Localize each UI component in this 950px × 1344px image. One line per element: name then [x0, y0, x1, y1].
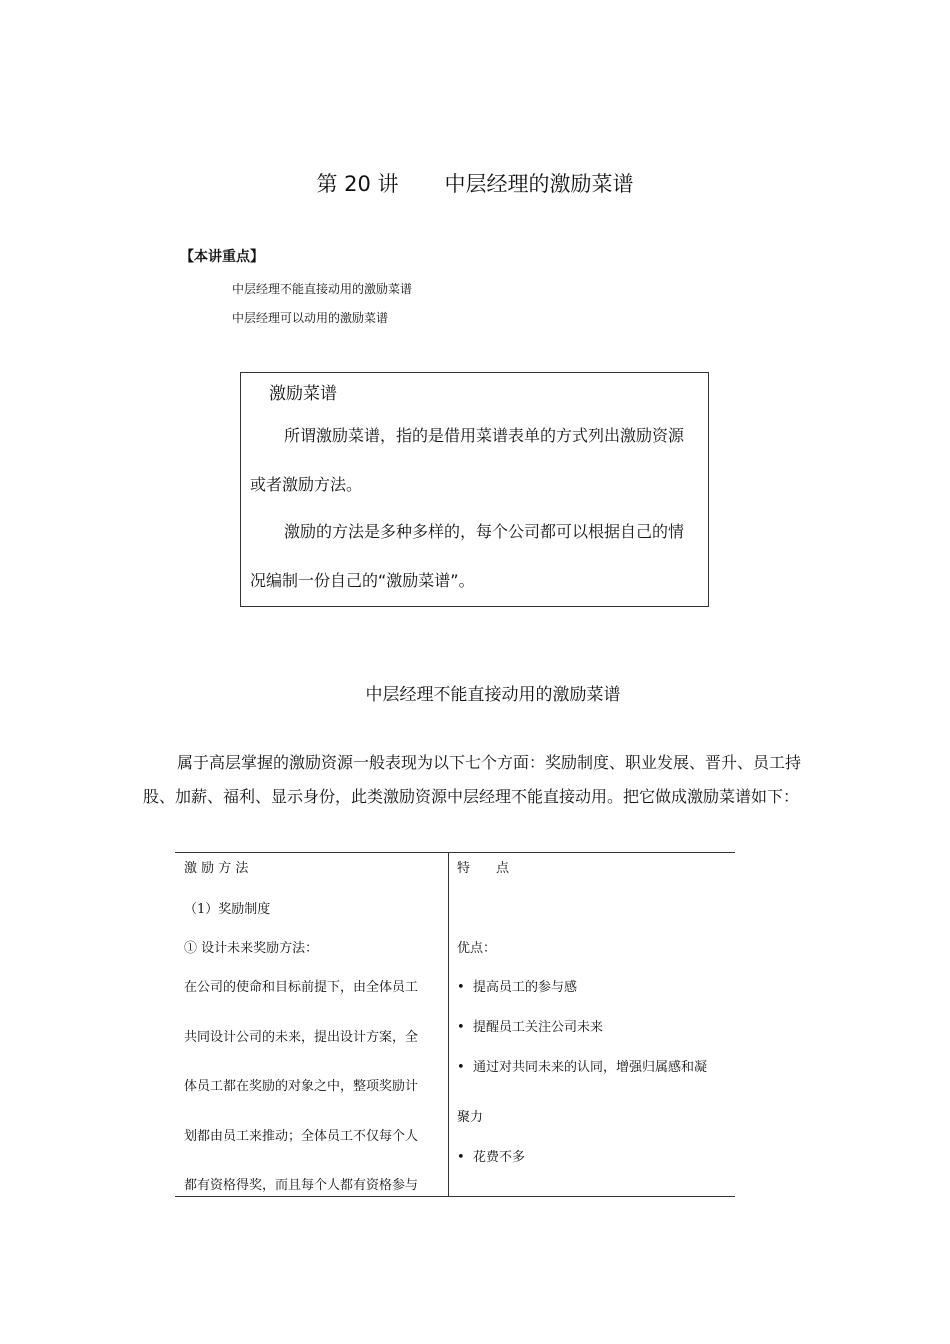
bullet-icon: • — [457, 1020, 465, 1035]
table-cell-left: ① 设计未来奖励方法： — [184, 941, 319, 956]
table-top-rule — [175, 852, 735, 853]
key-point-item: 中层经理不能直接动用的激励菜谱 — [232, 282, 413, 296]
advantage-continuation: 聚力 — [457, 1110, 484, 1125]
table-cell-left: 都有资格得奖，而且每个人都有资格参与 — [184, 1178, 419, 1193]
advantage-item — [457, 976, 577, 995]
definition-line: 或者激励方法。 — [250, 475, 363, 494]
definition-box-title: 激励菜谱 — [269, 384, 337, 404]
definition-box — [240, 372, 709, 607]
table-bottom-rule — [175, 1196, 735, 1197]
lecture-title: 中层经理的激励菜谱 — [444, 172, 634, 196]
bullet-icon: • — [457, 1060, 465, 1075]
table-cell-left: 在公司的使命和目标前提下，由全体员工 — [184, 980, 419, 995]
key-points-heading: 【本讲重点】 — [180, 249, 264, 265]
table-cell-left: （1）奖励制度 — [184, 902, 271, 917]
advantage-text: 提醒员工关注公司未来 — [473, 1020, 604, 1035]
advantage-text: 通过对共同未来的认同，增强归属感和凝 — [473, 1060, 708, 1075]
paragraph-line: 股、加薪、福利、显示身份，此类激励资源中层经理不能直接动用。把它做成激励菜谱如下： — [143, 787, 800, 806]
table-header-features: 特 点 — [457, 861, 510, 876]
advantage-item — [457, 1056, 707, 1075]
paragraph-line: 属于高层掌握的激励资源一般表现为以下七个方面：奖励制度、职业发展、晋升、员工持 — [177, 753, 802, 772]
key-point-item: 中层经理可以动用的激励菜谱 — [232, 311, 389, 325]
definition-line: 激励的方法是多种多样的，每个公司都可以根据自己的情 — [284, 522, 685, 541]
table-cell-left: 共同设计公司的未来，提出设计方案，全 — [184, 1030, 419, 1045]
advantage-item — [457, 1016, 603, 1035]
section-title: 中层经理不能直接动用的激励菜谱 — [365, 685, 621, 705]
advantage-text: 花费不多 — [473, 1150, 526, 1165]
table-cell-left: 体员工都在奖励的对象之中，整项奖励计 — [184, 1079, 419, 1094]
lecture-number: 第 20 讲 — [316, 172, 399, 196]
table-column-divider — [448, 852, 449, 1196]
page-title — [0, 168, 950, 198]
definition-line: 况编制一份自己的“激励菜谱”。 — [250, 571, 475, 590]
bullet-icon: • — [457, 1150, 465, 1165]
advantages-label: 优点： — [457, 941, 497, 956]
bullet-icon: • — [457, 980, 465, 995]
table-cell-left: 划都由员工来推动；全体员工不仅每个人 — [184, 1129, 419, 1144]
advantage-text: 提高员工的参与感 — [473, 980, 578, 995]
advantage-item — [457, 1146, 525, 1165]
definition-line: 所谓激励菜谱，指的是借用菜谱表单的方式列出激励资源 — [284, 426, 685, 445]
table-header-method: 激 励 方 法 — [184, 861, 249, 876]
